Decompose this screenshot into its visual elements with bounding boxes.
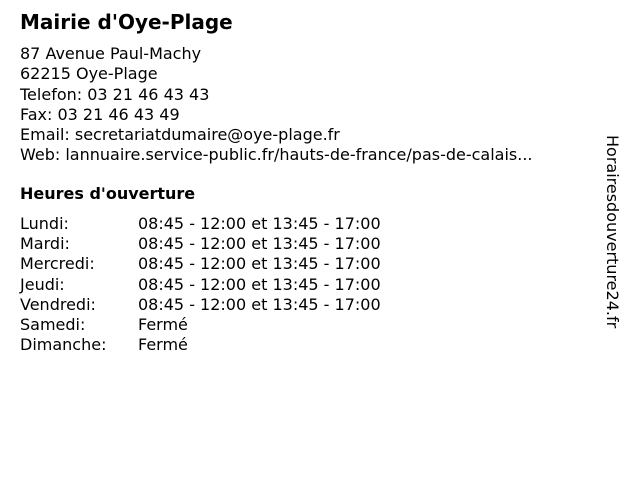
phone-line: Telefon: 03 21 46 43 43 <box>20 84 210 104</box>
address-street: 87 Avenue Paul-Machy <box>20 44 202 63</box>
day-label: Samedi: <box>20 314 86 334</box>
time-range: 08:45 - 12:00 et 13:45 - 17:00 <box>138 294 381 314</box>
day-label: Dimanche: <box>20 335 107 355</box>
day-label: Lundi: <box>20 214 69 233</box>
time-range: 08:45 - 12:00 et 13:45 - 17:00 <box>138 234 381 254</box>
day-label: Mardi: <box>20 234 70 254</box>
time-range: 08:45 - 12:00 et 13:45 - 17:00 <box>138 214 381 233</box>
email-line: Email: secretariatdumaire@oye-plage.fr <box>20 125 340 145</box>
site-watermark: Horairesdouverture24.fr <box>603 135 622 329</box>
day-label: Vendredi: <box>20 294 96 314</box>
fax-line: Fax: 03 21 46 43 49 <box>20 104 180 124</box>
time-range: Fermé <box>138 335 188 355</box>
opening-hours-heading: Heures d'ouverture <box>20 184 196 203</box>
contact-block <box>20 44 600 166</box>
day-label: Jeudi: <box>20 274 65 294</box>
time-range: 08:45 - 12:00 et 13:45 - 17:00 <box>138 254 381 274</box>
time-range: 08:45 - 12:00 et 13:45 - 17:00 <box>138 274 381 294</box>
address-city: 62215 Oye-Plage <box>20 64 158 84</box>
day-label: Mercredi: <box>20 254 95 274</box>
web-line: Web: lannuaire.service-public.fr/hauts-de-france/pas-de-calais... <box>20 145 533 165</box>
time-range: Fermé <box>138 314 188 334</box>
place-title: Mairie d'Oye-Plage <box>20 10 233 34</box>
